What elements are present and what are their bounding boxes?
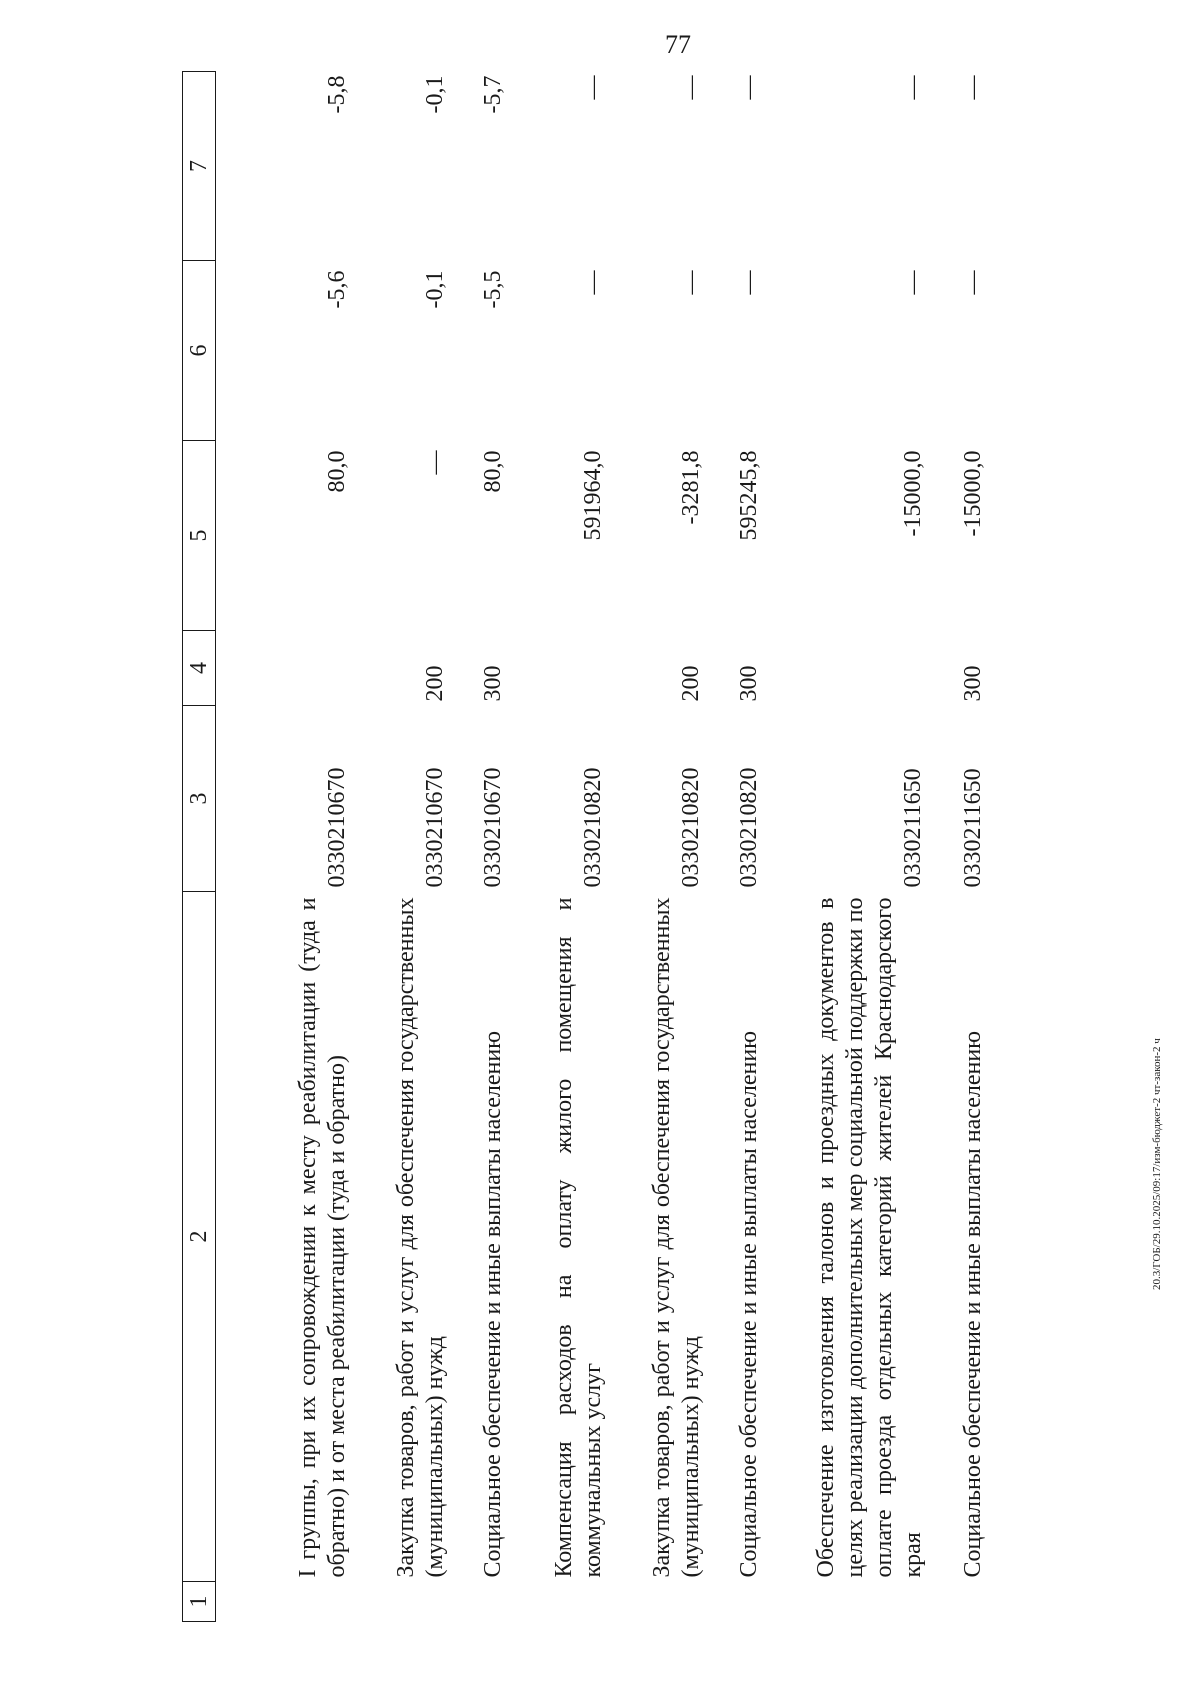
row-code: 0330210820 — [580, 767, 606, 888]
table-row — [706, 72, 764, 1622]
header-col-5: 5 — [183, 441, 216, 631]
row-amount-7: — — [678, 75, 704, 100]
row-expense-type: 300 — [736, 665, 762, 702]
row-amount-5: 595245,8 — [736, 450, 762, 541]
table-row — [608, 72, 706, 1622]
row-amount-5: 591964,0 — [580, 450, 606, 541]
document-footer-code: 20.3/ГОБ/29.10.2025/09:17/изм-бюджет-2 чт-закон-2 ч — [1151, 1038, 1163, 1290]
row-name: Компенсация расходов на оплату жилого помещения и коммунальных услуг — [551, 897, 606, 1578]
row-code: 0330210820 — [736, 767, 762, 888]
row-code: 0330210670 — [480, 767, 506, 888]
row-name: Закупка товаров, работ и услуг для обеспечения государственных (муниципальных) нужд — [649, 897, 704, 1578]
header-col-2: 2 — [183, 892, 216, 1582]
row-number-cell — [928, 1582, 988, 1622]
table-row — [508, 72, 608, 1622]
row-amount-5: 80,0 — [480, 450, 506, 493]
row-number-cell — [764, 1582, 928, 1622]
table-row — [216, 72, 353, 1622]
row-amount-6: -5,6 — [324, 270, 350, 309]
row-amount-7: — — [736, 75, 762, 100]
header-col-3: 3 — [183, 706, 216, 892]
row-amount-6: — — [960, 270, 986, 295]
row-number-cell — [706, 1582, 764, 1622]
row-amount-7: — — [900, 75, 926, 100]
row-amount-6: — — [580, 270, 606, 295]
row-code: 0330210670 — [422, 767, 448, 888]
budget-table — [182, 71, 988, 1622]
row-expense-type: 300 — [480, 665, 506, 702]
row-amount-7: — — [960, 75, 986, 100]
row-number-cell — [508, 1582, 608, 1622]
row-number-cell — [216, 1582, 353, 1622]
row-name: Социальное обеспечение и иные выплаты населению — [480, 1030, 506, 1578]
row-code: 0330211650 — [960, 768, 986, 888]
row-amount-5: -15000,0 — [960, 450, 986, 537]
row-amount-5: -15000,0 — [900, 450, 926, 537]
row-amount-5: — — [422, 450, 448, 475]
row-code: 0330210820 — [678, 767, 704, 888]
table-row — [928, 72, 988, 1622]
table-row — [764, 72, 928, 1622]
row-amount-7: -0,1 — [422, 75, 448, 114]
table-header — [183, 72, 216, 1622]
row-amount-6: -0,1 — [422, 270, 448, 309]
row-name: Социальное обеспечение и иные выплаты населению — [960, 1030, 986, 1578]
row-amount-7: -5,8 — [324, 75, 350, 114]
row-code: 0330211650 — [900, 768, 926, 888]
row-name: Обеспечение изготовления талонов и проездных документов в целях реализации дополнительных мер социальной поддержки по оплате проезда отдельных категорий жителей Краснодарского края — [813, 897, 926, 1578]
row-number-cell — [450, 1582, 508, 1622]
row-expense-type: 200 — [678, 665, 704, 702]
row-amount-7: — — [580, 75, 606, 100]
row-expense-type: 300 — [960, 665, 986, 702]
row-name: Социальное обеспечение и иные выплаты населению — [736, 1030, 762, 1578]
row-expense-type — [508, 631, 608, 706]
budget-table-rotated — [182, 72, 988, 1622]
row-amount-5: -3281,8 — [678, 450, 704, 525]
row-code: 0330210670 — [324, 767, 350, 888]
table-row — [450, 72, 508, 1622]
row-number-cell — [352, 1582, 450, 1622]
row-name: Закупка товаров, работ и услуг для обеспечения государственных (муниципальных) нужд — [393, 897, 448, 1578]
row-expense-type — [216, 631, 353, 706]
row-number-cell — [608, 1582, 706, 1622]
table-row — [352, 72, 450, 1622]
header-col-1: 1 — [183, 1582, 216, 1622]
row-amount-6: — — [900, 270, 926, 295]
row-name: I группы, при их сопровождении к месту реабилитации (туда и обратно) и от места реабилитации (туда и обратно) — [295, 897, 350, 1578]
row-amount-6: — — [736, 270, 762, 295]
row-expense-type — [764, 631, 928, 706]
header-col-6: 6 — [183, 261, 216, 441]
header-col-7: 7 — [183, 72, 216, 261]
row-amount-6: — — [678, 270, 704, 295]
header-col-4: 4 — [183, 631, 216, 706]
row-amount-5: 80,0 — [324, 450, 350, 493]
row-amount-7: -5,7 — [480, 75, 506, 114]
row-expense-type: 200 — [422, 665, 448, 702]
row-amount-6: -5,5 — [480, 270, 506, 309]
header-row — [183, 72, 216, 1622]
table-body — [216, 72, 989, 1622]
page-number: 77 — [665, 30, 691, 59]
